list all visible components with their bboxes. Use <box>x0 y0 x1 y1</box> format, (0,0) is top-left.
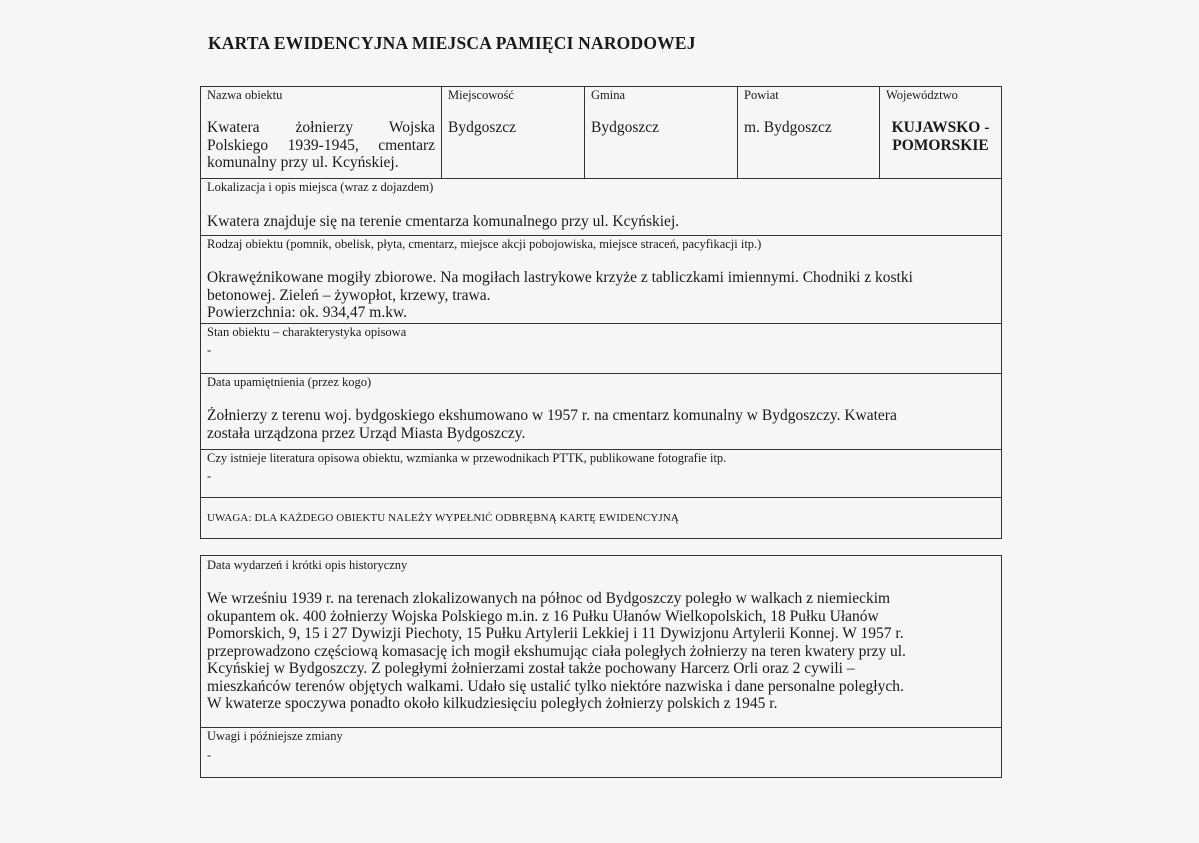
history-label: Data wydarzeń i krótki opis historyczny <box>207 558 408 572</box>
location-label: Lokalizacja i opis miejsca (wraz z dojazdem) <box>207 180 434 194</box>
history-line4: przeprowadzono częściową komasację ich mogił ekshumując ciała poległych żołnierzy na teren kwatery przy ul. <box>207 642 906 660</box>
locality-cell <box>442 87 585 178</box>
condition-label: Stan obiektu – charakterystyka opisowa <box>207 325 407 339</box>
history-line7: W kwaterze spoczywa ponadto około kilkudziesięciu poległych żołnierzy polskich z 1945 r. <box>207 695 778 712</box>
remarks-row <box>201 728 1001 777</box>
object-type-label: Rodzaj obiektu (pomnik, obelisk, płyta, cmentarz, miejsce akcji pobojowiska, miejsce straceń, pacyfikacji itp.) <box>207 237 762 251</box>
remarks-value: - <box>207 748 212 762</box>
history-line3: Pomorskich, 9, 15 i 27 Dywizji Piechoty, 15 Pułku Artylerii Lekkiej i 11 Dywizjonu Artylerii Konnej. W 1957 r. <box>207 625 904 642</box>
object-name-value: Kwatera żołnierzy Wojska Polskiego 1939-1945, cmentarz komunalny przy ul. Kcyńskiej. <box>207 119 435 171</box>
object-type-line2: betonowej. Zieleń – żywopłot, krzewy, trawa. <box>207 286 491 304</box>
object-type-line3: Powierzchnia: ok. 934,47 m.kw. <box>207 304 408 321</box>
object-type-line1: Okrawężnikowane mogiły zbiorowe. Na mogiłach lastrykowe krzyże z tabliczkami imiennymi. Chodniki z kostki <box>207 269 913 286</box>
history-line5: Kcyńskiej w Bydgoszczy. Z poległymi żołnierzami został także pochowany Harcerz Orli oraz 2 cywili – <box>207 660 855 677</box>
commune-cell <box>585 87 738 178</box>
history-card <box>200 555 1002 778</box>
condition-row <box>201 324 1001 374</box>
document-title: KARTA EWIDENCYJNA MIEJSCA PAMIĘCI NARODOWEJ <box>208 33 696 53</box>
locality-label: Miejscowość <box>448 88 514 102</box>
notice-row <box>201 498 1001 537</box>
commune-value: Bydgoszcz <box>591 119 660 136</box>
voivodeship-value-line2: POMORSKIE <box>892 136 989 154</box>
county-label: Powiat <box>744 88 779 102</box>
literature-label: Czy istnieje literatura opisowa obiektu, wzmianka w przewodnikach PTTK, publikowane fotografie itp. <box>207 451 727 465</box>
location-row <box>201 179 1001 236</box>
history-line2: okupantem ok. 400 żołnierzy Wojska Polskiego m.in. z 16 Pułku Ułanów Wielkopolskich, 18 Pułku Ułanów <box>207 607 879 625</box>
condition-value: - <box>207 343 212 357</box>
voivodeship-value-line1: KUJAWSKO - <box>891 119 990 136</box>
commemoration-label: Data upamiętnienia (przez kogo) <box>207 375 372 389</box>
county-cell <box>738 87 880 178</box>
history-line1: We wrześniu 1939 r. na terenach zlokalizowanych na północ od Bydgoszczy poległo w walkach z niemieckim <box>207 590 891 607</box>
record-card <box>200 86 1002 539</box>
commemoration-line1: Żołnierzy z terenu woj. bydgoskiego ekshumowano w 1957 r. na cmentarz komunalny w Bydgoszczy. Kwatera <box>207 407 897 424</box>
location-value: Kwatera znajduje się na terenie cmentarza komunalnego przy ul. Kcyńskiej. <box>207 213 680 230</box>
commune-label: Gmina <box>591 88 626 102</box>
commemoration-line2: została urządzona przez Urząd Miasta Bydgoszczy. <box>207 424 526 442</box>
history-line6: mieszkańców terenów objętych walkami. Udało się ustalić tylko niektóre nazwiska i dane personalne poległych. <box>207 677 904 695</box>
voivodeship-cell <box>880 87 1001 178</box>
object-name-label: Nazwa obiektu <box>207 88 283 102</box>
object-type-row <box>201 236 1001 324</box>
literature-row <box>201 450 1001 498</box>
header-row <box>201 87 1001 179</box>
remarks-label: Uwagi i późniejsze zmiany <box>207 729 343 743</box>
literature-value: - <box>207 469 212 483</box>
commemoration-row <box>201 374 1001 450</box>
locality-value: Bydgoszcz <box>448 119 517 136</box>
object-name-cell <box>201 87 442 178</box>
history-row <box>201 556 1001 728</box>
voivodeship-label: Województwo <box>886 88 958 102</box>
notice-text: UWAGA: DLA KAŻDEGO OBIEKTU NALEŻY WYPEŁNIĆ ODBRĘBNĄ KARTĘ EWIDENCYJNĄ <box>207 512 679 524</box>
county-value: m. Bydgoszcz <box>744 119 832 136</box>
